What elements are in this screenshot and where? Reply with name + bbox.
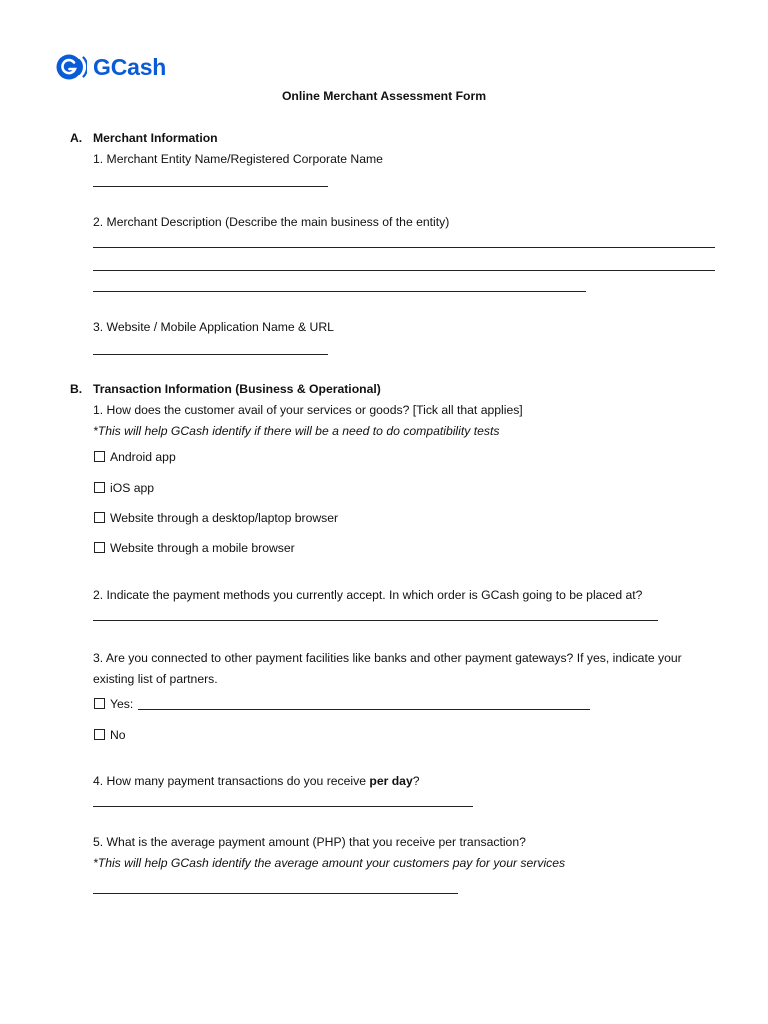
section-b-q5: 5. What is the average payment amount (PHP) that you receive per transaction?: [93, 835, 526, 849]
q4-bold: per day: [369, 774, 413, 788]
q2-answer-line-3[interactable]: [93, 291, 586, 292]
section-b-q3-line2: existing list of partners.: [93, 672, 218, 686]
yes-partners-line[interactable]: [138, 709, 590, 710]
option-mobile-browser[interactable]: [94, 540, 295, 556]
section-a-title: Merchant Information: [93, 131, 218, 145]
checkbox[interactable]: [94, 542, 105, 553]
q2-answer-line-2[interactable]: [93, 270, 715, 271]
q1-answer-line[interactable]: [93, 186, 328, 187]
checkbox[interactable]: [94, 729, 105, 740]
checkbox[interactable]: [94, 482, 105, 493]
option-yes[interactable]: [94, 696, 133, 712]
section-b-q4: [93, 773, 420, 789]
section-b-q3-line1: 3. Are you connected to other payment facilities like banks and other payment gateways? If yes, indicate your: [93, 651, 682, 665]
option-no[interactable]: [94, 727, 126, 743]
section-a-q3: 3. Website / Mobile Application Name & URL: [93, 320, 334, 334]
option-ios-app[interactable]: [94, 480, 154, 496]
section-b-q5-note: *This will help GCash identify the average amount your customers pay for your services: [93, 856, 566, 870]
b-q5-answer-line[interactable]: [93, 893, 458, 894]
gcash-logo-text: GCash: [93, 54, 167, 80]
section-b-q2: 2. Indicate the payment methods you currently accept. In which order is GCash going to be placed at?: [93, 588, 643, 602]
q2-answer-line-1[interactable]: [93, 247, 715, 248]
section-a-letter: A.: [70, 131, 83, 145]
section-a-q2: 2. Merchant Description (Describe the main business of the entity): [93, 215, 450, 229]
option-label: Android app: [110, 450, 176, 464]
option-label: Yes:: [110, 697, 134, 711]
form-title: Online Merchant Assessment Form: [281, 89, 487, 103]
section-a-q1: 1. Merchant Entity Name/Registered Corporate Name: [93, 152, 383, 166]
gcash-logo-icon: [55, 52, 87, 82]
option-label: No: [110, 728, 126, 742]
q4-suffix: ?: [412, 774, 420, 788]
checkbox[interactable]: [94, 698, 105, 709]
option-label: Website through a desktop/laptop browser: [110, 511, 339, 525]
option-label: iOS app: [110, 481, 155, 495]
q3-answer-line[interactable]: [93, 354, 328, 355]
gcash-logo: [55, 52, 166, 82]
checkbox[interactable]: [94, 451, 105, 462]
option-android-app[interactable]: [94, 449, 176, 465]
q4-prefix: 4. How many payment transactions do you receive: [93, 774, 370, 788]
option-desktop-browser[interactable]: [94, 510, 338, 526]
checkbox[interactable]: [94, 512, 105, 523]
b-q2-answer-line[interactable]: [93, 620, 658, 621]
section-b-title: Transaction Information (Business & Operational): [93, 382, 381, 396]
section-b-letter: B.: [70, 382, 83, 396]
b-q4-answer-line[interactable]: [93, 806, 473, 807]
section-b-q1: 1. How does the customer avail of your services or goods? [Tick all that applies]: [93, 403, 523, 417]
section-b-q1-note: *This will help GCash identify if there will be a need to do compatibility tests: [93, 424, 500, 438]
option-label: Website through a mobile browser: [110, 541, 295, 555]
